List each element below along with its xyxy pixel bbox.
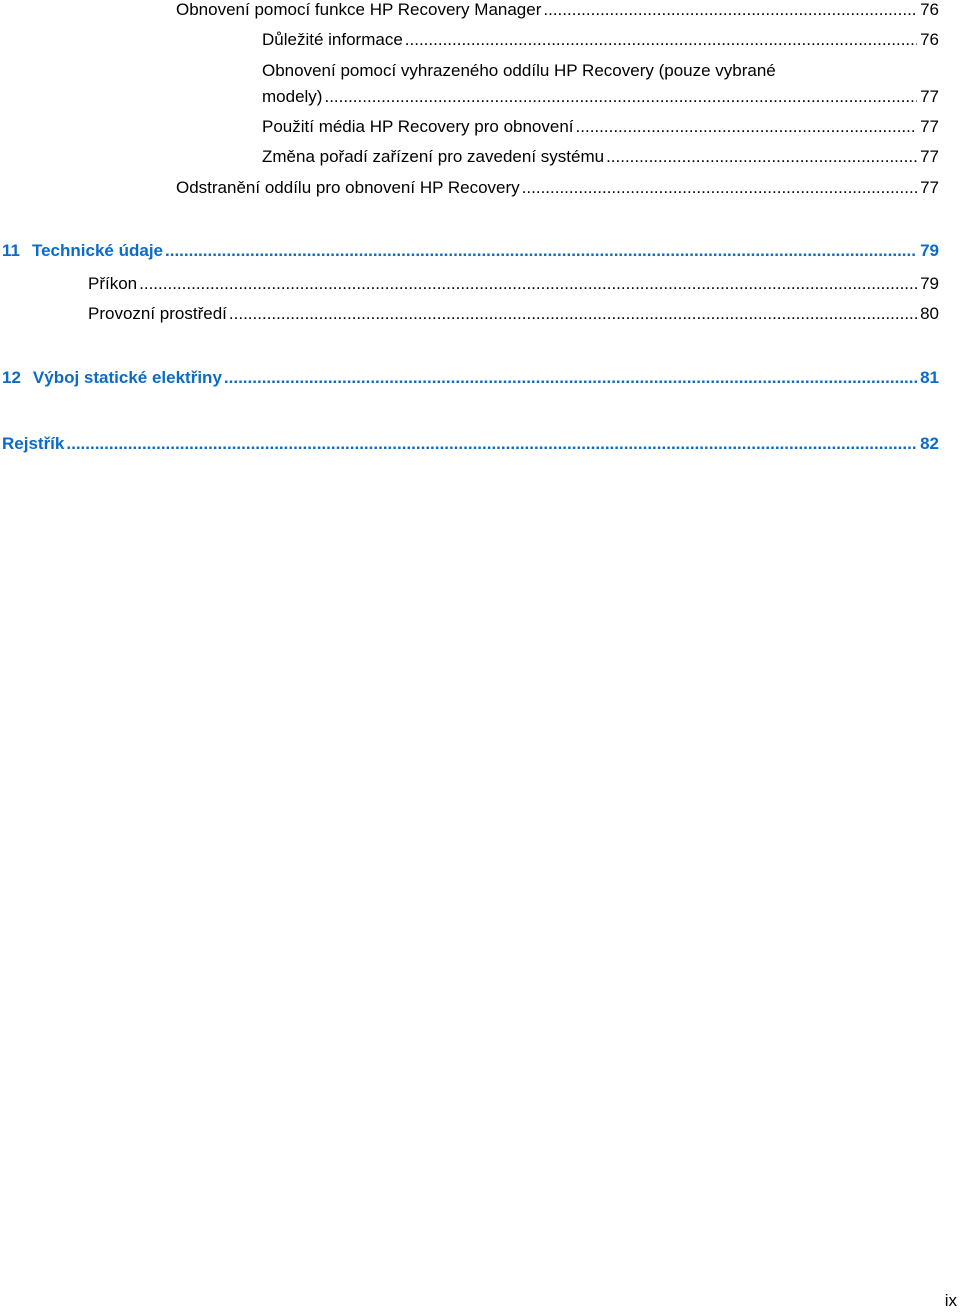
toc-entry-title: Změna pořadí zařízení pro zavedení systému (262, 147, 605, 166)
toc-chapter-number: 12 (2, 368, 21, 387)
toc-entry-page: 80 (920, 304, 939, 323)
toc-entry-page: 77 (920, 147, 939, 166)
toc-entry-page: 77 (920, 87, 939, 106)
toc-dot-leader (324, 86, 917, 108)
toc-entry[interactable] (176, 177, 939, 199)
toc-chapter-title (2, 367, 222, 389)
toc-entry[interactable] (176, 0, 939, 21)
toc-entry-page: 79 (920, 274, 939, 293)
toc-chapter-title: Rejstřík (2, 434, 65, 453)
toc-entry-page: 76 (920, 30, 939, 49)
toc-dot-leader (224, 367, 917, 389)
toc-chapter-name: Technické údaje (31, 241, 163, 260)
toc-dot-leader (66, 433, 917, 455)
toc-entry-title: Použití média HP Recovery pro obnovení (262, 117, 574, 136)
toc-entry[interactable] (88, 273, 939, 295)
toc-dot-leader (229, 303, 917, 325)
toc-entry-page: 81 (920, 368, 939, 387)
toc-entry-title-line1: Obnovení pomocí vyhrazeného oddílu HP Recovery (pouze vybrané (262, 61, 776, 80)
toc-entry-title: Důležité informace (262, 30, 403, 49)
toc-dot-leader (522, 177, 917, 199)
footer-page-number: ix (944, 1291, 957, 1310)
toc-chapter-entry[interactable] (2, 240, 939, 262)
toc-dot-leader (576, 116, 918, 138)
toc-entry-page: 77 (920, 117, 939, 136)
toc-entry-page: 79 (920, 241, 939, 260)
toc-chapter-entry[interactable] (2, 367, 939, 389)
toc-entry[interactable] (88, 303, 939, 325)
toc-chapter-entry[interactable] (2, 433, 939, 455)
toc-entry-title: Odstranění oddílu pro obnovení HP Recovery (176, 178, 520, 197)
toc-dot-leader (405, 29, 917, 51)
toc-dot-leader (543, 0, 917, 21)
toc-entry-title: Příkon (88, 274, 138, 293)
toc-chapter-name: Výboj statické elektřiny (32, 368, 222, 387)
toc-chapter-number: 11 (2, 241, 20, 260)
toc-dot-leader (165, 240, 917, 262)
toc-dot-leader (606, 146, 917, 168)
toc-dot-leader (139, 273, 917, 295)
toc-entry-page: 76 (920, 0, 939, 19)
toc-entry[interactable] (262, 146, 939, 168)
toc-entry-title: Provozní prostředí (88, 304, 227, 323)
toc-entry[interactable] (262, 60, 939, 108)
toc-entry-page: 77 (920, 178, 939, 197)
toc-entry-title: Obnovení pomocí funkce HP Recovery Manager (176, 0, 542, 19)
toc-entry-title: modely) (262, 87, 323, 106)
toc-entry[interactable] (262, 116, 939, 138)
toc-chapter-title (2, 240, 163, 262)
toc-entry-page: 82 (920, 434, 939, 453)
toc-entry[interactable] (262, 29, 939, 51)
